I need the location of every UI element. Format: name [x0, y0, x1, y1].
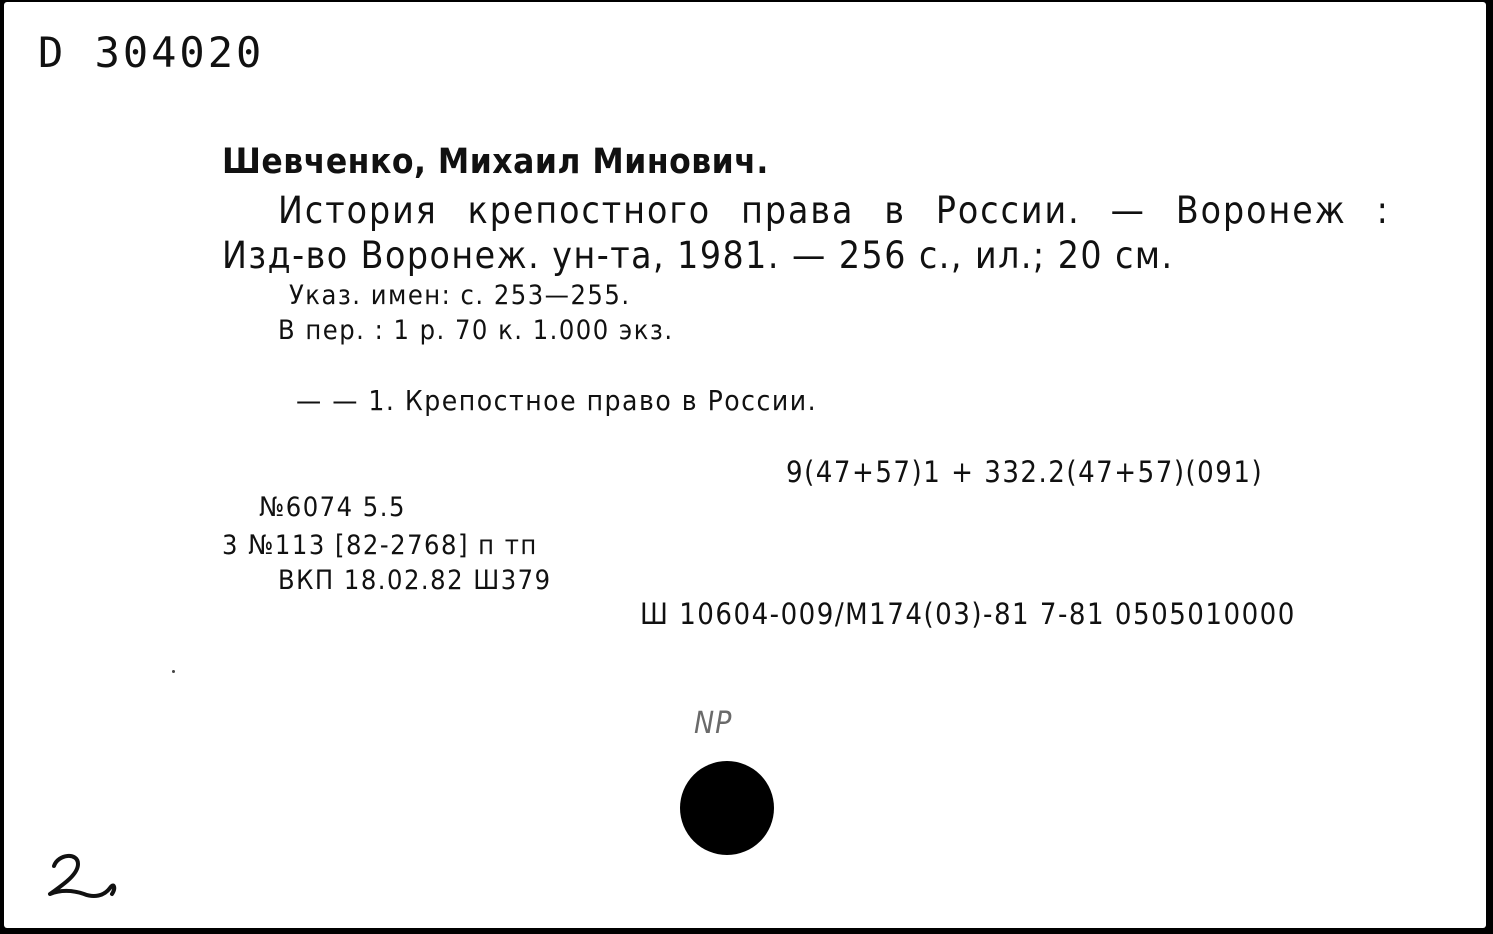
title-word: История	[278, 189, 438, 232]
registration-line: 3 №113 [82-2768] п тп	[222, 530, 538, 561]
ink-speck	[172, 670, 175, 673]
price-note: В пер. : 1 р. 70 к. 1.000 экз.	[278, 315, 674, 346]
card-number: D 304020	[38, 28, 265, 77]
subject-heading: — — 1. Крепостное право в России.	[296, 384, 818, 417]
author-heading: Шевченко, Михаил Минович.	[222, 142, 769, 182]
title-word: права	[741, 189, 855, 232]
index-note: Указ. имен: с. 253—255.	[289, 280, 631, 311]
record-number: №6074 5.5	[259, 492, 406, 523]
title-line-1	[278, 189, 1390, 232]
title-word: Воронеж	[1175, 189, 1347, 232]
punch-hole	[680, 761, 774, 855]
vkp-line: ВКП 18.02.82 Ш379	[278, 565, 552, 596]
title-word: России.	[935, 189, 1081, 232]
title-word: крепостного	[467, 189, 712, 232]
shifr-code: Ш 10604-009/М174(03)-81 7-81 0505010000	[640, 597, 1296, 631]
title-word: в	[884, 189, 906, 232]
publication-line: Изд-во Воронеж. ун-та, 1981. — 256 с., ил.; 20 см.	[222, 234, 1174, 277]
title-word: :	[1376, 189, 1390, 232]
classification-code: 9(47+57)1 + 332.2(47+57)(091)	[786, 455, 1264, 489]
catalog-card	[4, 2, 1486, 928]
handwritten-number-mark	[44, 848, 124, 904]
title-word: —	[1110, 189, 1146, 232]
stamp-mark: NP	[694, 706, 733, 741]
